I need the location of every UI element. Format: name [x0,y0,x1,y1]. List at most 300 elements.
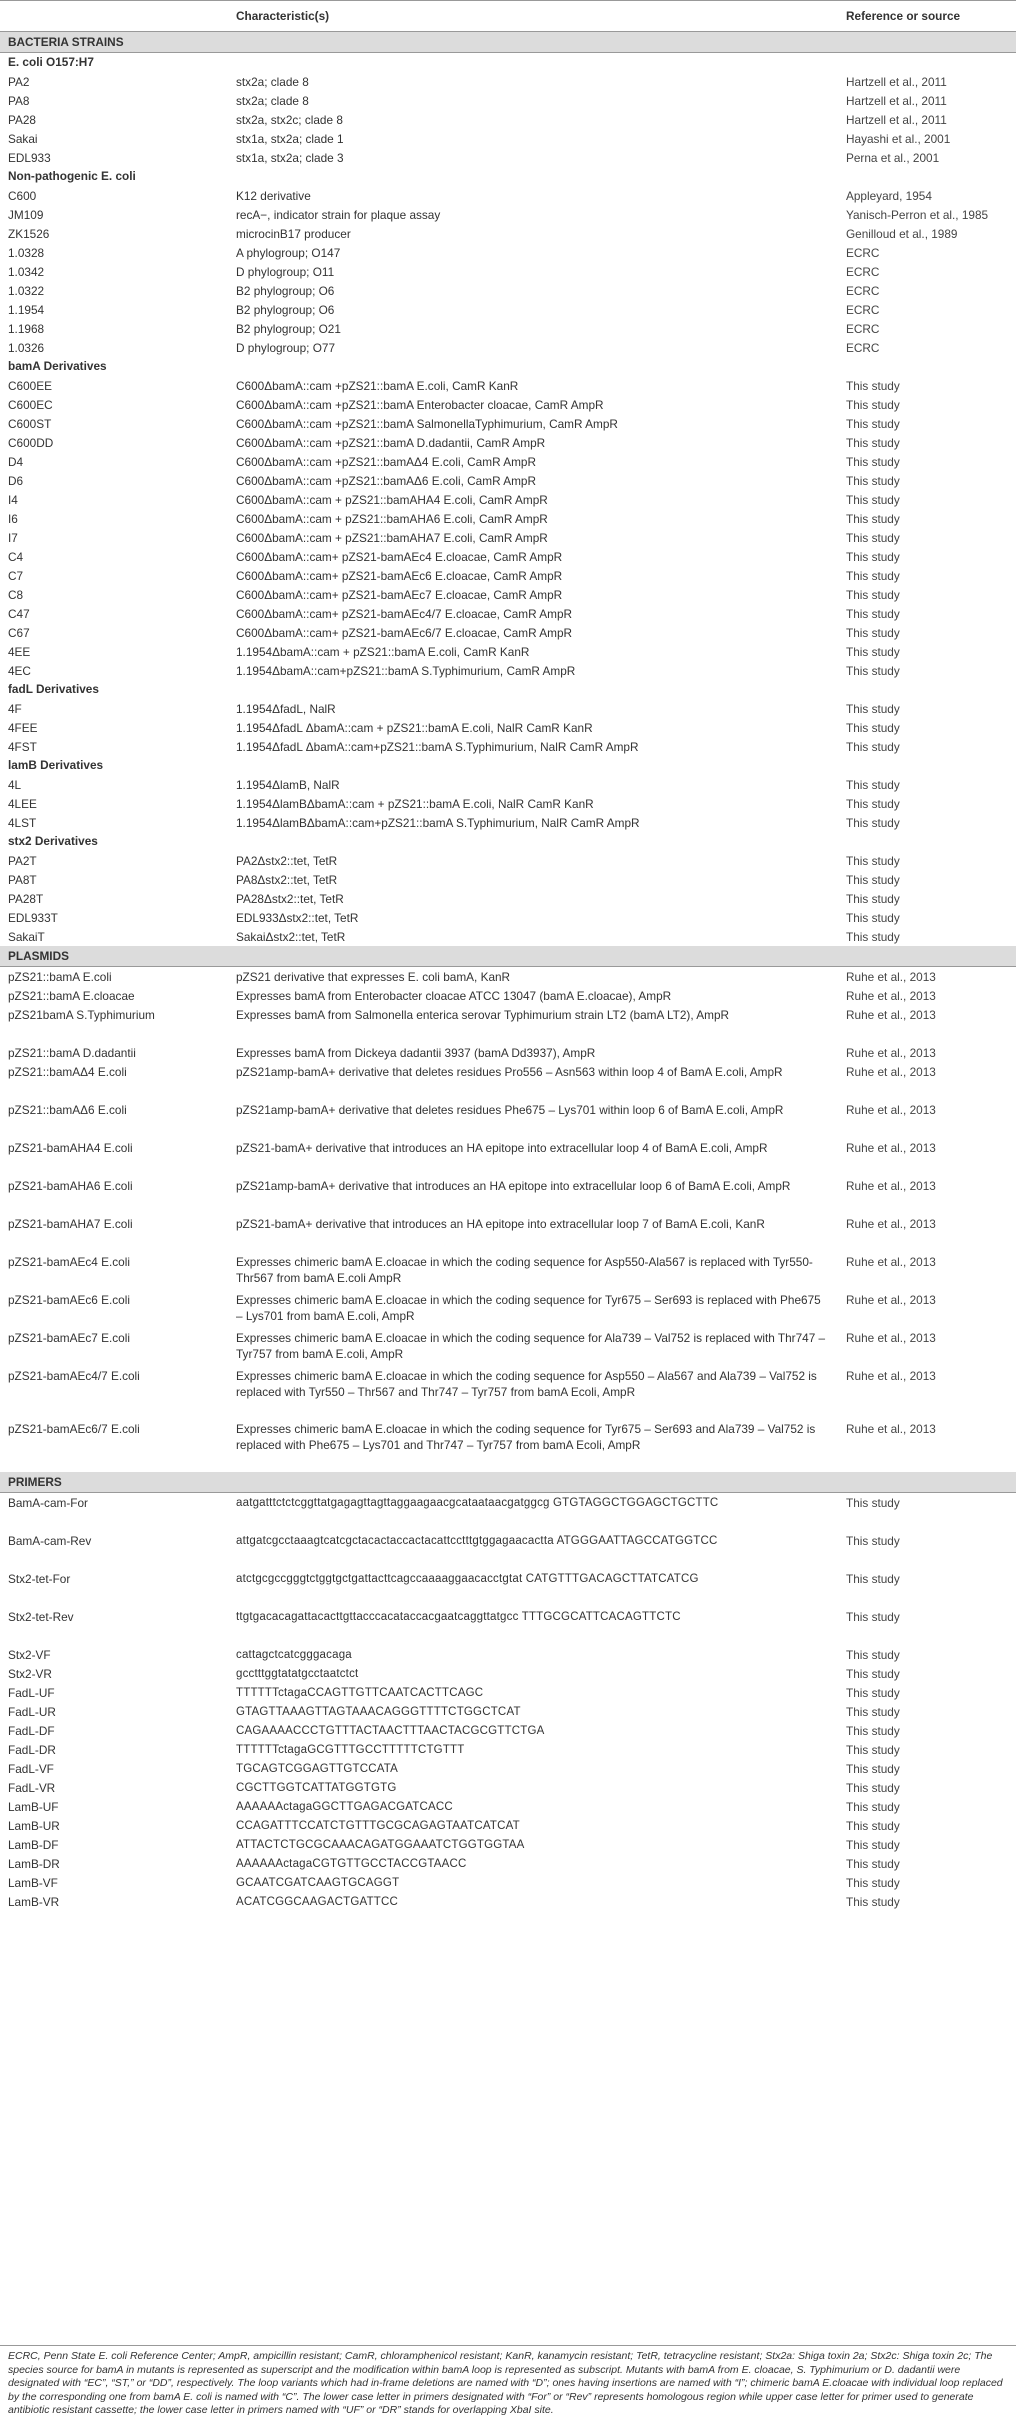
row-characteristics: pZS21amp-bamA+ derivative that deletes residues Phe675 – Lys701 within loop 6 of BamA E.coli, AmpR [236,1103,784,1117]
table-row [0,91,1016,110]
row-reference: Hartzell et al., 2011 [846,113,947,127]
subsection-title: stx2 Derivatives [8,834,98,848]
row-characteristics: C600ΔbamA::cam+ pZS21-bamAEc6/7 E.cloacae, CamR AmpR [236,626,573,640]
row-characteristics: 1.1954ΔfadL ΔbamA::cam + pZS21::bamA E.coli, NalR CamR KanR [236,721,593,735]
row-reference: This study [846,702,900,716]
row-reference: This study [846,1800,900,1814]
row-characteristics: C600ΔbamA::cam +pZS21::bamAΔ6 E.coli, CamR AmpR [236,474,536,488]
row-reference: ECRC [846,322,880,336]
row-reference: Ruhe et al., 2013 [846,1103,936,1117]
row-reference: ECRC [846,246,880,260]
row-characteristics: C600ΔbamA::cam+ pZS21-bamAEc4/7 E.cloacae, CamR AmpR [236,607,573,621]
row-name: pZS21::bamA E.cloacae [8,989,135,1003]
row-characteristics: stx1a, stx2a; clade 1 [236,132,344,146]
row-reference: Hartzell et al., 2011 [846,94,947,108]
table-row [0,1816,1016,1835]
table-row [0,1214,1016,1252]
row-characteristics: C600ΔbamA::cam +pZS21::bamA E.coli, CamR KanR [236,379,519,393]
table-row [0,1778,1016,1797]
row-characteristics: CCAGATTTCCATCTGTTTGCGCAGAGTAATCATCAT [236,1820,520,1832]
row-reference: Hartzell et al., 2011 [846,75,947,89]
table-row [0,642,1016,661]
row-name: I4 [8,493,18,507]
row-reference: This study [846,436,900,450]
table-row [0,699,1016,718]
row-characteristics: stx2a, stx2c; clade 8 [236,113,343,127]
subsection-row [0,167,1016,186]
row-characteristics: A phylogroup; O147 [236,246,341,260]
row-name: 4FST [8,740,37,754]
row-characteristics: TGCAGTCGGAGTTGTCCATA [236,1763,399,1775]
row-reference: Ruhe et al., 2013 [846,1293,936,1307]
row-reference: Ruhe et al., 2013 [846,1369,936,1383]
table-row [0,566,1016,585]
table-row [0,1138,1016,1176]
row-characteristics: AAAAAActagaGGCTTGAGACGATCACC [236,1801,453,1813]
row-reference: This study [846,892,900,906]
row-reference: This study [846,1705,900,1719]
row-name: 4LEE [8,797,37,811]
row-name: pZS21bamA S.Typhimurium [8,1008,155,1022]
row-characteristics: C600ΔbamA::cam + pZS21::bamAHA4 E.coli, CamR AmpR [236,493,548,507]
table-row [0,1740,1016,1759]
header-reference: Reference or source [838,1,1016,32]
table-row [0,129,1016,148]
row-name: FadL-DR [8,1743,56,1757]
table-row [0,1892,1016,1911]
row-characteristics: Expresses chimeric bamA E.cloacae in which the coding sequence for Asp550-Ala567 is replaced with Tyr550-Thr567 from bamA E.coli AmpR [236,1255,813,1285]
row-name: C600EC [8,398,53,412]
row-reference: ECRC [846,341,880,355]
row-characteristics: C600ΔbamA::cam +pZS21::bamA D.dadantii, CamR AmpR [236,436,546,450]
row-reference: This study [846,930,900,944]
row-reference: Ruhe et al., 2013 [846,1141,936,1155]
table-row [0,1531,1016,1569]
row-characteristics: pZS21-bamA+ derivative that introduces an HA epitope into extracellular loop 4 of BamA E.coli, AmpR [236,1141,768,1155]
row-reference: Yanisch-Perron et al., 1985 [846,208,989,222]
row-characteristics: B2 phylogroup; O6 [236,303,335,317]
row-name: pZS21::bamAΔ6 E.coli [8,1103,127,1117]
row-name: C600EE [8,379,52,393]
table-row [0,547,1016,566]
row-name: C8 [8,588,24,602]
row-reference: Appleyard, 1954 [846,189,932,203]
row-name: 4EC [8,664,31,678]
row-name: LamB-VR [8,1895,60,1909]
row-characteristics: 1.1954ΔbamA::cam+pZS21::bamA S.Typhimurium, CamR AmpR [236,664,576,678]
subsection-row [0,53,1016,73]
row-name: Stx2-VF [8,1648,51,1662]
row-name: LamB-VF [8,1876,58,1890]
table-row [0,927,1016,946]
row-name: FadL-VF [8,1762,54,1776]
table-footnote: ECRC, Penn State E. coli Reference Center; AmpR, ampicillin resistant; CamR, chloramphenicol resistant; KanR, kanamycin resistant; TetR, tetracycline resistant; Stx2a: Shiga toxin 2a; Stx2c: Shiga toxin 2c; The species source for bamA in mutants is represented as superscript and the modification within bamA loop is represented as subscript. Mutants with bamA from E. cloacae, S. Typhimurium or D. dadantii were designated with “EC”, “ST,” or “DD”, respectively. The loop variants which had in-frame deletions are named with “D”; ones having insertions are named with “I”; chimeric bamA E.cloacae with individual loop replaced by the corresponding one from bamA E. coli is named with “C”. The lower case letter in primers designated with “For” or “Rev” represents homologous region while upper case letter for primer used to generate antibiotic resistant cassette; the lower case letter in primers named with “UF” or “DR” stands for overlapping XbaI site. [0,2345,1016,2418]
row-characteristics: C600ΔbamA::cam + pZS21::bamAHA7 E.coli, CamR AmpR [236,531,548,545]
row-reference: This study [846,1857,900,1871]
row-reference: This study [846,645,900,659]
row-characteristics: C600ΔbamA::cam +pZS21::bamAΔ4 E.coli, CamR AmpR [236,455,536,469]
row-characteristics: D phylogroup; O11 [236,265,335,279]
row-name: pZS21-bamAEc4 E.coli [8,1255,130,1269]
row-characteristics: EDL933Δstx2::tet, TetR [236,911,359,925]
row-name: 4EE [8,645,31,659]
subsection-row [0,680,1016,699]
table-row [0,72,1016,91]
row-reference: This study [846,664,900,678]
row-characteristics: ACATCGGCAAGACTGATTCC [236,1896,399,1908]
row-reference: This study [846,1838,900,1852]
section-title: PLASMIDS [0,946,1016,967]
row-reference: This study [846,911,900,925]
row-name: PA2 [8,75,30,89]
table-row [0,1607,1016,1645]
table-row [0,338,1016,357]
row-name: 4LST [8,816,37,830]
table-row [0,813,1016,832]
row-reference: ECRC [846,284,880,298]
table-row [0,319,1016,338]
row-characteristics: CGCTTGGTCATTATGGTGTG [236,1782,397,1794]
table-row [0,300,1016,319]
row-name: PA8T [8,873,37,887]
row-name: FadL-VR [8,1781,56,1795]
table-row [0,1797,1016,1816]
row-reference: This study [846,1610,900,1624]
table-row [0,1252,1016,1290]
row-characteristics: C600ΔbamA::cam+ pZS21-bamAEc4 E.cloacae, CamR AmpR [236,550,563,564]
row-characteristics: B2 phylogroup; O6 [236,284,335,298]
table-row [0,281,1016,300]
row-name: 1.0326 [8,341,45,355]
table-row [0,889,1016,908]
table-row [0,262,1016,281]
row-characteristics: gcctttggtatatgcctaatctct [236,1668,359,1680]
subsection-row [0,756,1016,775]
table-row [0,1759,1016,1778]
table-body [0,32,1016,1912]
row-characteristics: D phylogroup; O77 [236,341,336,355]
row-name: LamB-UR [8,1819,60,1833]
table-row [0,205,1016,224]
row-characteristics: 1.1954ΔfadL ΔbamA::cam+pZS21::bamA S.Typhimurium, NalR CamR AmpR [236,740,639,754]
row-reference: This study [846,797,900,811]
row-name: C67 [8,626,30,640]
row-characteristics: ttgtgacacagattacacttgttacccacataccacgaatcaggttatgcc TTTGCGCATTCACAGTTCTC [236,1611,681,1623]
row-characteristics: C600ΔbamA::cam +pZS21::bamA Enterobacter cloacae, CamR AmpR [236,398,604,412]
row-name: Sakai [8,132,38,146]
row-characteristics: GTAGTTAAAGTTAGTAAACAGGGTTTTCTGGCTCAT [236,1706,521,1718]
row-name: C47 [8,607,30,621]
subsection-row [0,832,1016,851]
row-reference: This study [846,588,900,602]
row-name: 1.1968 [8,322,45,336]
table-row [0,1062,1016,1100]
row-name: 4FEE [8,721,38,735]
table-row [0,908,1016,927]
row-name: pZS21::bamA E.coli [8,970,112,984]
row-reference: This study [846,1724,900,1738]
row-reference: This study [846,1762,900,1776]
table-row [0,1290,1016,1328]
row-name: 4L [8,778,22,792]
table-row [0,1835,1016,1854]
row-reference: This study [846,455,900,469]
row-name: BamA-cam-Rev [8,1534,92,1548]
row-characteristics: pZS21amp-bamA+ derivative that introduces an HA epitope into extracellular loop 6 of BamA E.coli, AmpR [236,1179,791,1193]
table-row [0,775,1016,794]
table-row [0,1493,1016,1532]
subsection-title: lamB Derivatives [8,758,104,772]
row-reference: This study [846,626,900,640]
row-characteristics: C600ΔbamA::cam+ pZS21-bamAEc6 E.cloacae, CamR AmpR [236,569,563,583]
table-header-row [0,1,1016,32]
row-name: C7 [8,569,24,583]
table-row [0,986,1016,1005]
table-row [0,794,1016,813]
table-row [0,243,1016,262]
row-characteristics: pZS21amp-bamA+ derivative that deletes residues Pro556 – Asn563 within loop 4 of BamA E.coli, AmpR [236,1065,783,1079]
row-name: Stx2-tet-Rev [8,1610,74,1624]
row-characteristics: ATTACTCTGCGCAAACAGATGGAAATCTGGTGGTAA [236,1839,525,1851]
row-characteristics: 1.1954ΔlamBΔbamA::cam+pZS21::bamA S.Typhimurium, NalR CamR AmpR [236,816,640,830]
row-characteristics: Expresses bamA from Salmonella enterica serovar Typhimurium strain LT2 (bamA LT2), AmpR [236,1008,730,1022]
table-row [0,1043,1016,1062]
row-name: C600DD [8,436,54,450]
table-row [0,1702,1016,1721]
row-name: pZS21-bamAEc4/7 E.coli [8,1369,140,1383]
row-name: 1.0322 [8,284,45,298]
table-row [0,490,1016,509]
row-reference: This study [846,1667,900,1681]
row-characteristics: CAGAAAACCCTGTTTACTAACTTTAACTACGCGTTCTGA [236,1725,545,1737]
subsection-title: E. coli O157:H7 [8,55,94,69]
row-reference: This study [846,1781,900,1795]
row-reference: This study [846,531,900,545]
row-reference: This study [846,1895,900,1909]
subsection-title: fadL Derivatives [8,682,99,696]
row-characteristics: Expresses chimeric bamA E.cloacae in which the coding sequence for Asp550 – Ala567 and Ala739 – Val752 is replaced with Tyr550 – Thr567 and Thr747 – Tyr757 from bamA Ecoli, AmpR [236,1369,817,1399]
table-row [0,1100,1016,1138]
row-name: D6 [8,474,24,488]
row-reference: This study [846,740,900,754]
section-header-row [0,1472,1016,1493]
row-reference: Ruhe et al., 2013 [846,1065,936,1079]
row-name: PA28T [8,892,44,906]
table-row [0,1366,1016,1419]
row-name: EDL933T [8,911,58,925]
row-reference: Hayashi et al., 2001 [846,132,951,146]
row-characteristics: atctgcgccgggtctggtgctgattacttcagccaaaaggaacacctgtat CATGTTTGACAGCTTATCATCG [236,1573,699,1585]
table-row [0,1005,1016,1043]
row-name: 4F [8,702,22,716]
row-reference: This study [846,379,900,393]
row-reference: Ruhe et al., 2013 [846,1008,936,1022]
table-row [0,870,1016,889]
row-reference: This study [846,1648,900,1662]
row-name: I6 [8,512,18,526]
table-row [0,395,1016,414]
row-characteristics: SakaiΔstx2::tet, TetR [236,930,346,944]
row-reference: This study [846,854,900,868]
table-row [0,110,1016,129]
row-reference: This study [846,1876,900,1890]
row-name: LamB-DR [8,1857,60,1871]
section-header-row [0,946,1016,967]
table-row [0,623,1016,642]
row-characteristics: Expresses chimeric bamA E.cloacae in which the coding sequence for Tyr675 – Ser693 and Ala739 – Val752 is replaced with Phe675 – Lys701 and Thr747 – Tyr757 from bamA Ecoli, AmpR [236,1422,816,1452]
row-reference: This study [846,512,900,526]
row-reference: Ruhe et al., 2013 [846,1422,936,1436]
row-name: pZS21::bamAΔ4 E.coli [8,1065,127,1079]
table-row [0,509,1016,528]
row-characteristics: 1.1954ΔlamBΔbamA::cam + pZS21::bamA E.coli, NalR CamR KanR [236,797,594,811]
row-name: C600ST [8,417,52,431]
table-row [0,1645,1016,1664]
table-row [0,737,1016,756]
row-characteristics: microcinB17 producer [236,227,351,241]
row-reference: This study [846,1534,900,1548]
row-name: PA28 [8,113,36,127]
row-reference: ECRC [846,265,880,279]
row-characteristics: Expresses bamA from Enterobacter cloacae ATCC 13047 (bamA E.cloacae), AmpR [236,989,672,1003]
row-characteristics: 1.1954ΔbamA::cam + pZS21::bamA E.coli, CamR KanR [236,645,530,659]
row-characteristics: TTTTTTctagaCCAGTTGTTCAATCACTTCAGC [236,1687,484,1699]
row-name: PA8 [8,94,30,108]
header-name [0,1,228,32]
row-characteristics: K12 derivative [236,189,311,203]
row-name: pZS21-bamAEc6 E.coli [8,1293,130,1307]
table-row [0,452,1016,471]
row-characteristics: 1.1954ΔlamB, NalR [236,778,340,792]
section-title: PRIMERS [0,1472,1016,1493]
row-characteristics: 1.1954ΔfadL, NalR [236,702,336,716]
row-reference: Ruhe et al., 2013 [846,1331,936,1345]
table-row [0,1664,1016,1683]
row-reference: This study [846,417,900,431]
row-characteristics: pZS21 derivative that expresses E. coli bamA, KanR [236,970,511,984]
row-reference: This study [846,1743,900,1757]
table-row [0,414,1016,433]
row-reference: ECRC [846,303,880,317]
row-name: pZS21::bamA D.dadantii [8,1046,136,1060]
row-reference: Genilloud et al., 1989 [846,227,958,241]
row-name: JM109 [8,208,44,222]
row-name: 1.1954 [8,303,45,317]
row-reference: This study [846,550,900,564]
row-name: pZS21-bamAHA4 E.coli [8,1141,133,1155]
table-row [0,433,1016,452]
table-row [0,1683,1016,1702]
row-characteristics: PA8Δstx2::tet, TetR [236,873,338,887]
row-characteristics: stx2a; clade 8 [236,94,309,108]
row-characteristics: cattagctcatcgggacaga [236,1649,352,1661]
row-reference: This study [846,474,900,488]
row-reference: This study [846,816,900,830]
row-reference: Ruhe et al., 2013 [846,1179,936,1193]
subsection-title: bamA Derivatives [8,359,107,373]
row-name: I7 [8,531,18,545]
row-name: pZS21-bamAEc7 E.coli [8,1331,130,1345]
row-characteristics: PA28Δstx2::tet, TetR [236,892,344,906]
row-reference: This study [846,493,900,507]
row-name: C600 [8,189,37,203]
table-row [0,1569,1016,1607]
table-row [0,148,1016,167]
row-characteristics: stx1a, stx2a; clade 3 [236,151,344,165]
row-name: PA2T [8,854,37,868]
header-characteristics: Characteristic(s) [228,1,838,32]
row-characteristics: C600ΔbamA::cam +pZS21::bamA SalmonellaTyphimurium, CamR AmpR [236,417,618,431]
table-row [0,851,1016,870]
row-characteristics: attgatcgcctaaagtcatcgctacactaccactacattcctttgtggagaacactta ATGGGAATTAGCCATGGTCC [236,1535,718,1547]
row-name: 1.0328 [8,246,45,260]
row-characteristics: GCAATCGATCAAGTGCAGGT [236,1877,400,1889]
row-characteristics: PA2Δstx2::tet, TetR [236,854,338,868]
row-reference: Perna et al., 2001 [846,151,940,165]
row-characteristics: recA−, indicator strain for plaque assay [236,208,441,222]
table-row [0,1721,1016,1740]
row-name: ZK1526 [8,227,50,241]
row-name: FadL-UR [8,1705,56,1719]
row-characteristics: TTTTTTctagaGCGTTTGCCTTTTTCTGTTT [236,1744,465,1756]
table-row [0,967,1016,987]
row-name: FadL-DF [8,1724,55,1738]
row-name: FadL-UF [8,1686,55,1700]
row-reference: This study [846,1686,900,1700]
subsection-row [0,357,1016,376]
row-characteristics: stx2a; clade 8 [236,75,309,89]
row-reference: This study [846,569,900,583]
row-name: Stx2-tet-For [8,1572,71,1586]
row-name: EDL933 [8,151,51,165]
row-name: BamA-cam-For [8,1496,88,1510]
row-name: LamB-DF [8,1838,59,1852]
row-name: SakaiT [8,930,45,944]
table-row [0,528,1016,547]
row-reference: This study [846,721,900,735]
row-reference: Ruhe et al., 2013 [846,1046,936,1060]
row-name: pZS21-bamAHA6 E.coli [8,1179,133,1193]
section-header-row [0,32,1016,53]
row-characteristics: AAAAAActagaCGTGTTGCCTACCGTAACC [236,1858,467,1870]
row-reference: This study [846,398,900,412]
row-name: pZS21-bamAEc6/7 E.coli [8,1422,140,1436]
subsection-title: Non-pathogenic E. coli [8,169,136,183]
table-row [0,718,1016,737]
row-reference: This study [846,1572,900,1586]
row-characteristics: Expresses bamA from Dickeya dadantii 3937 (bamA Dd3937), AmpR [236,1046,596,1060]
row-name: 1.0342 [8,265,45,279]
row-name: pZS21-bamAHA7 E.coli [8,1217,133,1231]
table-row [0,376,1016,395]
table-row [0,661,1016,680]
row-reference: This study [846,607,900,621]
row-characteristics: Expresses chimeric bamA E.cloacae in which the coding sequence for Ala739 – Val752 is replaced with Thr747 – Tyr757 from bamA E.coli, AmpR [236,1331,826,1361]
table-row [0,186,1016,205]
row-name: D4 [8,455,24,469]
row-name: Stx2-VR [8,1667,52,1681]
row-characteristics: C600ΔbamA::cam+ pZS21-bamAEc7 E.cloacae, CamR AmpR [236,588,563,602]
row-reference: Ruhe et al., 2013 [846,970,936,984]
row-name: LamB-UF [8,1800,59,1814]
row-reference: Ruhe et al., 2013 [846,1217,936,1231]
table-row [0,1176,1016,1214]
row-reference: This study [846,1819,900,1833]
row-reference: This study [846,1496,900,1510]
table-row [0,471,1016,490]
table-row [0,1854,1016,1873]
table-row [0,1328,1016,1366]
